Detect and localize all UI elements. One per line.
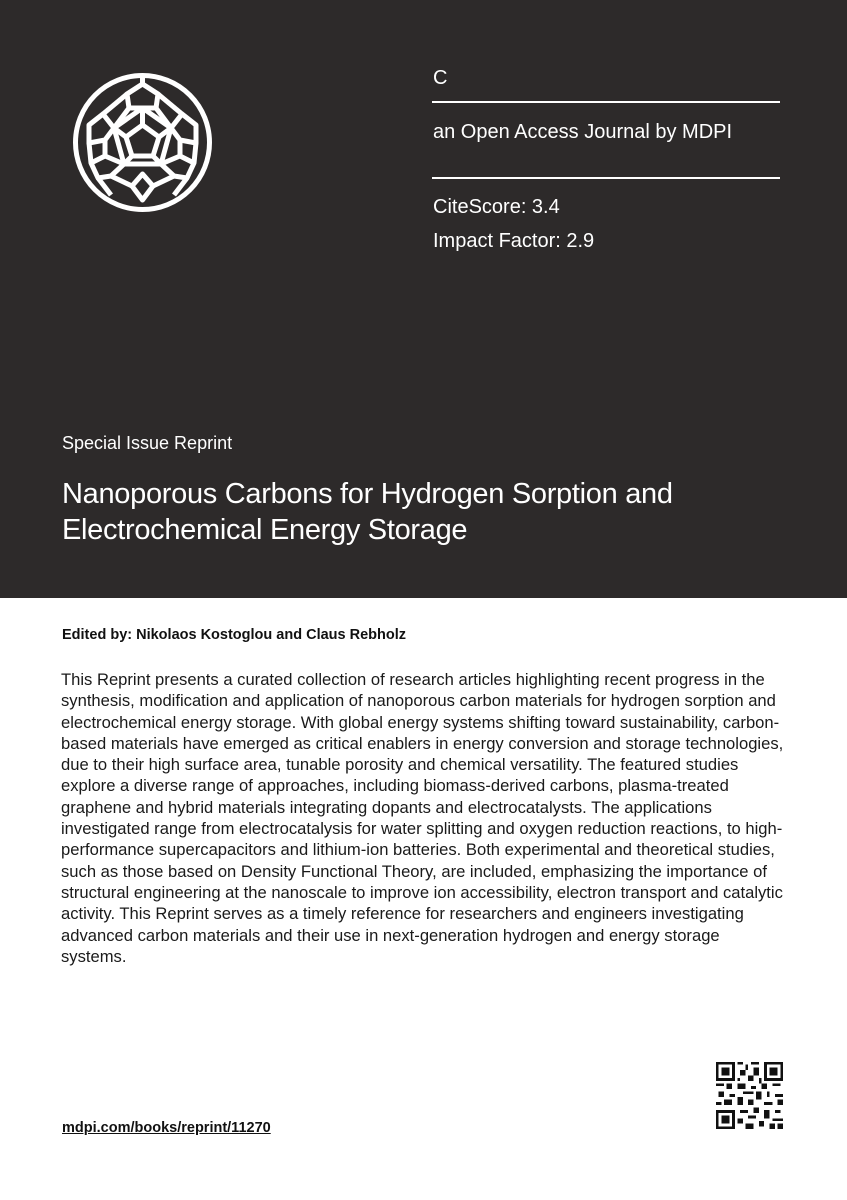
journal-tagline: an Open Access Journal by MDPI: [433, 121, 733, 143]
qr-code-icon[interactable]: [716, 1062, 783, 1129]
reprint-link[interactable]: mdpi.com/books/reprint/11270: [62, 1120, 271, 1136]
editors: Edited by: Nikolaos Kostoglou and Claus Rebholz: [62, 627, 406, 643]
journal-name: C: [433, 67, 448, 89]
impact-factor: Impact Factor: 2.9: [433, 230, 595, 252]
reprint-type: Special Issue Reprint: [62, 433, 233, 453]
cover-header: [0, 0, 847, 598]
abstract: This Reprint presents a curated collection of research articles highlighting recent progress in the synthesis, modification and application of nanoporous carbon materials for hydrogen sorption and electrochemical energy storage. With global energy systems shifting toward sustainability, carbon-based materials have emerged as critical enablers in energy conversion and storage technologies, due to their high surface area, tunable porosity and chemical versatility. The featured studies explore a diverse range of approaches, including biomass-derived carbons, plasma-treated graphene and hybrid materials integrating dopants and electrocatalysts. The applications investigated range from electrocatalysis for water splitting and oxygen reduction reactions, to high-performance supercapacitors and lithium-ion batteries. Both experimental and theoretical studies, such as those based on Density Functional Theory, are included, emphasizing the importance of structural engineering at the nanoscale to improve ion accessibility, electron transport and catalytic activity. This Reprint serves as a timely reference for researchers and engineers investigating advanced carbon materials and their use in next-generation hydrogen and energy storage systems.: [61, 670, 784, 966]
book-title: Nanoporous Carbons for Hydrogen Sorption and Electrochemical Energy Storage: [62, 478, 673, 546]
divider: [432, 101, 780, 103]
fullerene-logo-icon: [70, 70, 215, 215]
divider: [432, 177, 780, 179]
citescore: CiteScore: 3.4: [433, 196, 560, 218]
